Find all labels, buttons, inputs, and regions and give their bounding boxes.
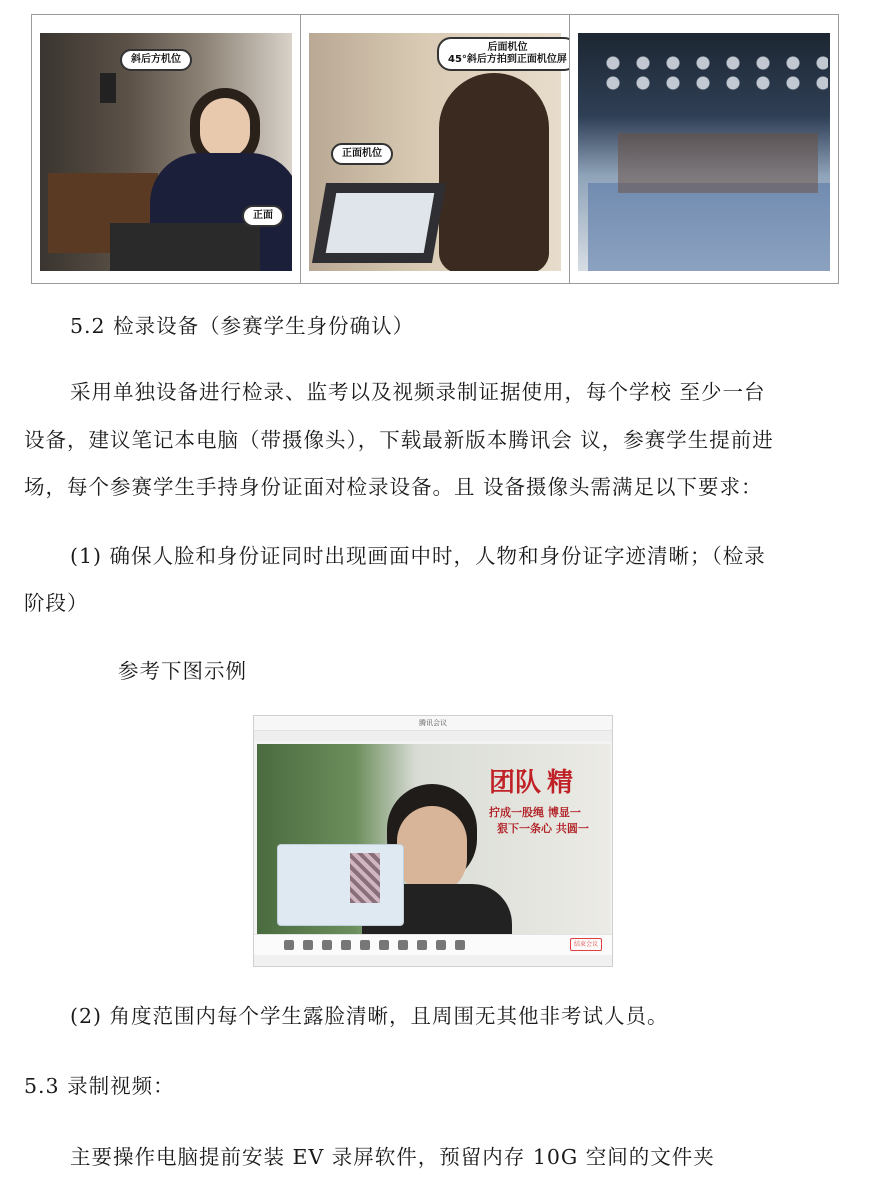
invite-icon[interactable] bbox=[360, 940, 370, 950]
meeting-toolbar bbox=[254, 731, 612, 741]
person-face bbox=[397, 806, 467, 894]
more-icon[interactable] bbox=[455, 940, 465, 950]
front-camera-callout: 正面机位 bbox=[331, 143, 393, 165]
banner-slogan-1: 拧成一股绳 博显一 bbox=[489, 806, 581, 819]
meeting-video-feed bbox=[257, 744, 611, 934]
paragraph-line-3: 场，每个参赛学生手持身份证面对检录设备。且 设备摄像头需满足以下要求： bbox=[24, 475, 763, 499]
section-5-2-heading: 5.2 检录设备（参赛学生身份确认） bbox=[70, 314, 415, 338]
banner-slogan-2: 狠下一条心 共圆一 bbox=[497, 822, 589, 835]
section-5-3-heading: 5.3 录制视频： bbox=[24, 1074, 175, 1098]
photo-table bbox=[31, 14, 839, 284]
example-label: 参考下图示例 bbox=[118, 659, 247, 683]
rear-camera-callout-line1: 后面机位 bbox=[487, 42, 528, 53]
paragraph-line-1: 采用单独设备进行检录、监考以及视频录制证据使用，每个学校 至少一台 bbox=[70, 380, 766, 404]
mic-icon[interactable] bbox=[284, 940, 294, 950]
banner-title: 团队 bbox=[489, 768, 542, 798]
requirement-1-line-1: (1) 确保人脸和身份证同时出现画面中时，人物和身份证字迹清晰；（检录 bbox=[70, 544, 766, 568]
photo-cell-left bbox=[32, 15, 301, 283]
front-camera-callout-partial: 正面 bbox=[242, 205, 284, 227]
meeting-controls bbox=[254, 934, 613, 955]
rear-camera-callout bbox=[437, 37, 570, 71]
photo-cell-right bbox=[570, 15, 838, 283]
share-screen-icon[interactable] bbox=[322, 940, 332, 950]
requirement-2: (2) 角度范围内每个学生露脸清晰，且周围无其他非考试人员。 bbox=[70, 1004, 669, 1028]
rear-camera-callout-line2: 45°斜后方拍到正面机位屏 bbox=[448, 54, 567, 65]
exam-room-photo bbox=[578, 33, 830, 271]
members-icon[interactable] bbox=[379, 940, 389, 950]
chat-icon[interactable] bbox=[398, 940, 408, 950]
section-5-3-paragraph: 主要操作电脑提前安装 EV 录屏软件，预留内存 10G 空间的文件夹 bbox=[70, 1145, 715, 1169]
meeting-status-bar bbox=[254, 955, 612, 967]
requirement-1-line-2: 阶段） bbox=[24, 591, 89, 615]
banner-char: 精 bbox=[547, 768, 574, 798]
security-icon[interactable] bbox=[341, 940, 351, 950]
rear-diagonal-camera-callout: 斜后方机位 bbox=[120, 49, 192, 71]
photo-cell-middle bbox=[301, 15, 570, 283]
meeting-window-title: 腾讯会议 bbox=[254, 716, 612, 731]
camera-icon[interactable] bbox=[303, 940, 313, 950]
id-card bbox=[277, 844, 404, 926]
id-photo-mosaic bbox=[350, 853, 380, 903]
meeting-screenshot bbox=[253, 715, 613, 967]
record-icon[interactable] bbox=[417, 940, 427, 950]
paragraph-line-2: 设备，建议笔记本电脑（带摄像头），下载最新版本腾讯会 议，参赛学生提前进 bbox=[24, 428, 774, 452]
end-meeting-button[interactable]: 结束会议 bbox=[570, 938, 602, 951]
reaction-icon[interactable] bbox=[436, 940, 446, 950]
